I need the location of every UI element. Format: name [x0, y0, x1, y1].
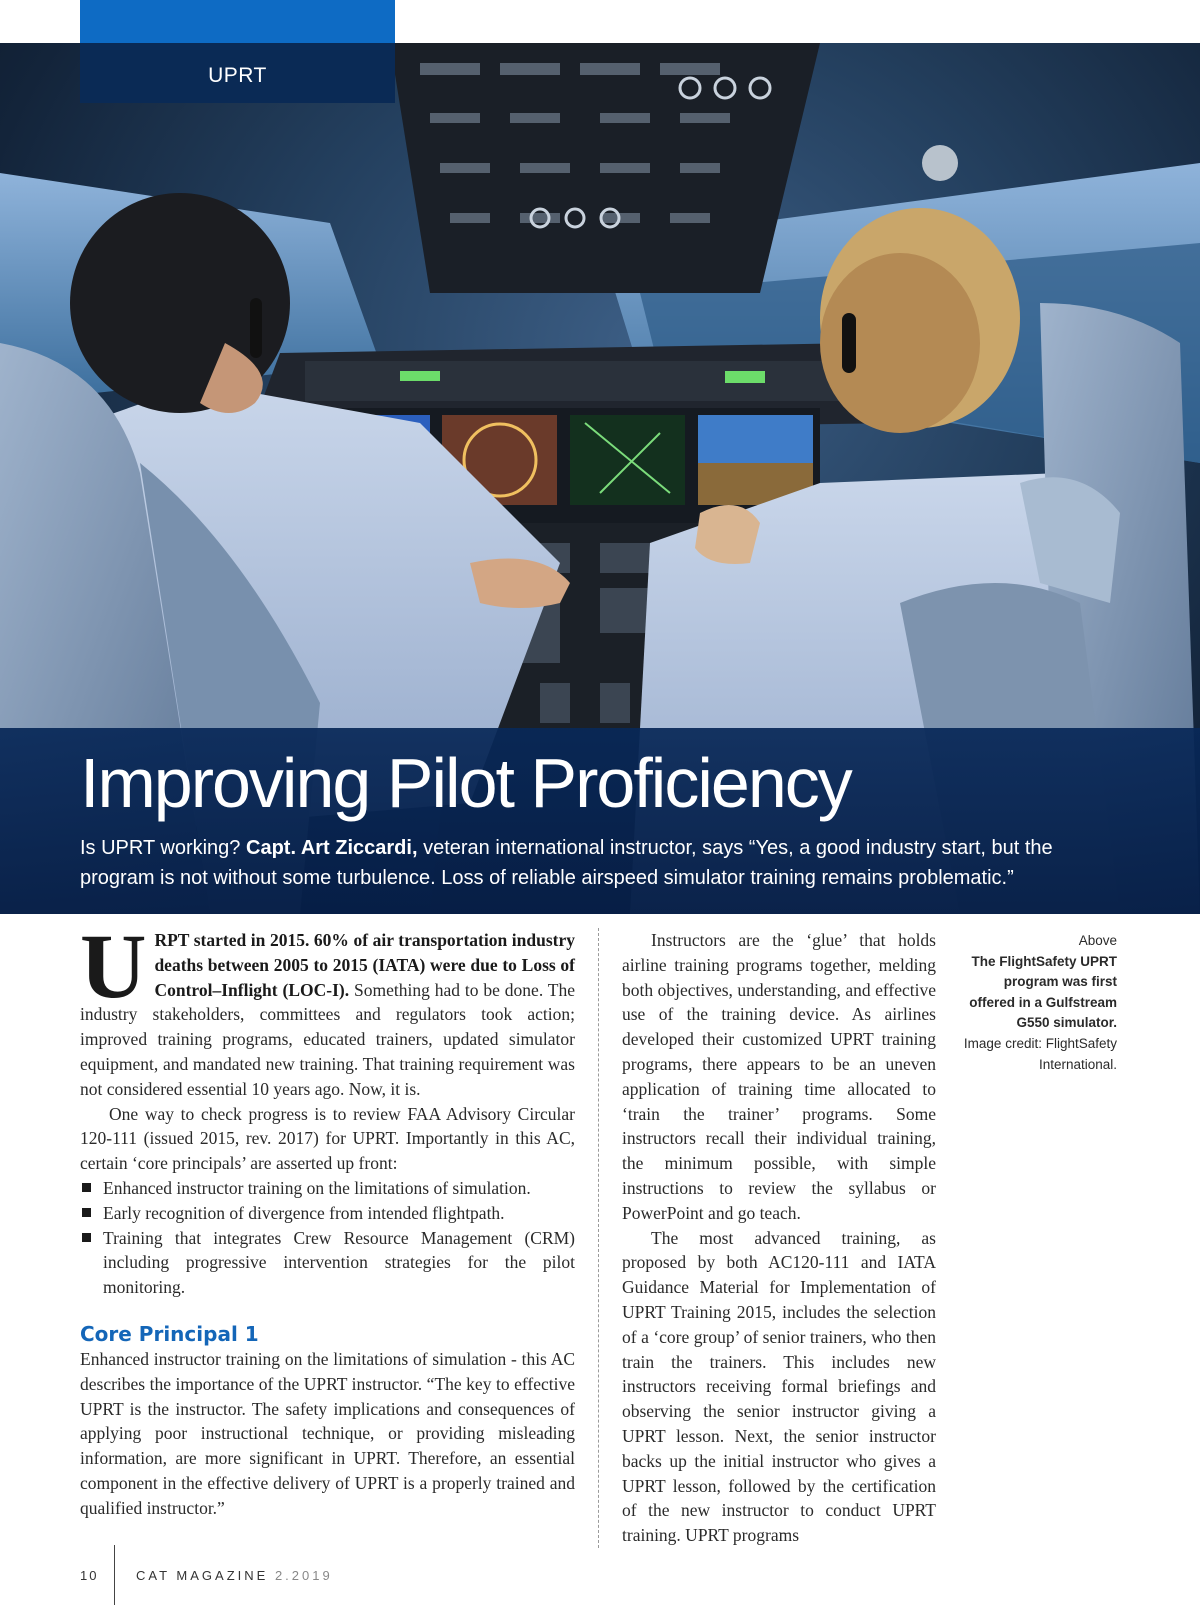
lead-paragraph [80, 915, 575, 1102]
dek-author: Capt. Art Ziccardi, [246, 837, 418, 859]
bullet-square-icon [82, 1183, 91, 1192]
page-number: 10 [80, 1568, 99, 1583]
issue-number: 2.2019 [274, 1568, 333, 1583]
article-column-2 [622, 928, 936, 1548]
caption-credit: Image credit: FlightSafety International. [963, 1035, 1117, 1072]
photo-caption [955, 931, 1117, 1075]
list-item-text: Enhanced instructor training on the limitations of simulation. [103, 1177, 531, 1198]
magazine-name: CAT MAGAZINE [136, 1568, 269, 1583]
list-item [80, 1176, 575, 1201]
section-tab [80, 0, 395, 103]
article-headline: Improving Pilot Proficiency [80, 744, 851, 822]
list-item [80, 1201, 575, 1226]
drop-cap: U [80, 915, 147, 1017]
section-tab-accent [80, 0, 395, 43]
lead-bold-text: RPT started in 2015. 60% of air transportation industry deaths between 2005 to 2015 (IATA) were due to Loss of Control–Inflight (LOC-I). [154, 930, 575, 1000]
caption-text: The FlightSafety UPRT program was first offered in a Gulfstream G550 simulator. [969, 953, 1117, 1031]
bullet-square-icon [82, 1208, 91, 1217]
core-principals-list [80, 1176, 575, 1300]
lead-text: Something had to be done. The industry stakeholders, committees and regulators took action; improved training programs, educated trainers, updated simulator equipment, and mandated new training. That training requirement was not considered essential 10 years ago. Now, it is. [80, 979, 575, 1099]
paragraph: The most advanced training, as proposed by both AC120-111 and IATA Guidance Material for Implementation of UPRT Training 2015, includes the selection of a ‘core group’ of senior trainers, who then train the trainers. This includes new instructors receiving formal briefings and observing the senior instructor giving a UPRT lesson. Next, the senior instructor backs up the initial instructor who gives a UPRT lesson, followed by the certification of the new instructor to conduct UPRT training. UPRT programs [622, 1227, 936, 1546]
list-item-text: Training that integrates Crew Resource Management (CRM) including progressive intervention strategies for the pilot monitoring. [103, 1227, 575, 1298]
article-column-1 [80, 915, 575, 1521]
footer-divider [114, 1545, 115, 1605]
paragraph: One way to check progress is to review FAA Advisory Circular 120-111 (issued 2015, rev. 2017) for UPRT. Importantly in this AC, certain ‘core principals’ are asserted up front: [80, 1103, 575, 1174]
list-item-text: Early recognition of divergence from intended flightpath. [103, 1202, 505, 1223]
dek-rest: veteran international instructor, says “Yes, a good industry start, but the program is not without some turbulence. Loss of reliable airspeed simulator training remains problematic.” [80, 837, 1053, 889]
caption-position: Above [1078, 933, 1117, 948]
section-label: UPRT [208, 64, 267, 87]
list-item [80, 1226, 575, 1300]
dek-lead: Is UPRT working? [80, 837, 246, 859]
paragraph: Instructors are the ‘glue’ that holds airline training programs together, melding both objectives, understanding, and effective use of the training device. As airlines developed their customized UPRT training programs, there appears to be an uneven application of training time allocated to ‘train the trainer’ programs. Some instructors recall their individual training, the minimum possible, with simple instructions to review the syllabus or PowerPoint and go teach. [622, 930, 936, 1223]
footer-magazine [136, 1568, 333, 1583]
article-dek [80, 833, 1120, 893]
subhead: Core Principal 1 [80, 1321, 259, 1346]
paragraph: Enhanced instructor training on the limitations of simulation - this AC describes the importance of the UPRT instructor. “The key to effective UPRT is the instructor. The safety implications and consequences of applying poor instructional technique, or providing misleading information, are more significant in UPRT. Therefore, an essential component in the effective delivery of UPRT is a properly trained and qualified instructor.” [80, 1348, 575, 1518]
bullet-square-icon [82, 1233, 91, 1242]
column-divider [598, 928, 599, 1548]
